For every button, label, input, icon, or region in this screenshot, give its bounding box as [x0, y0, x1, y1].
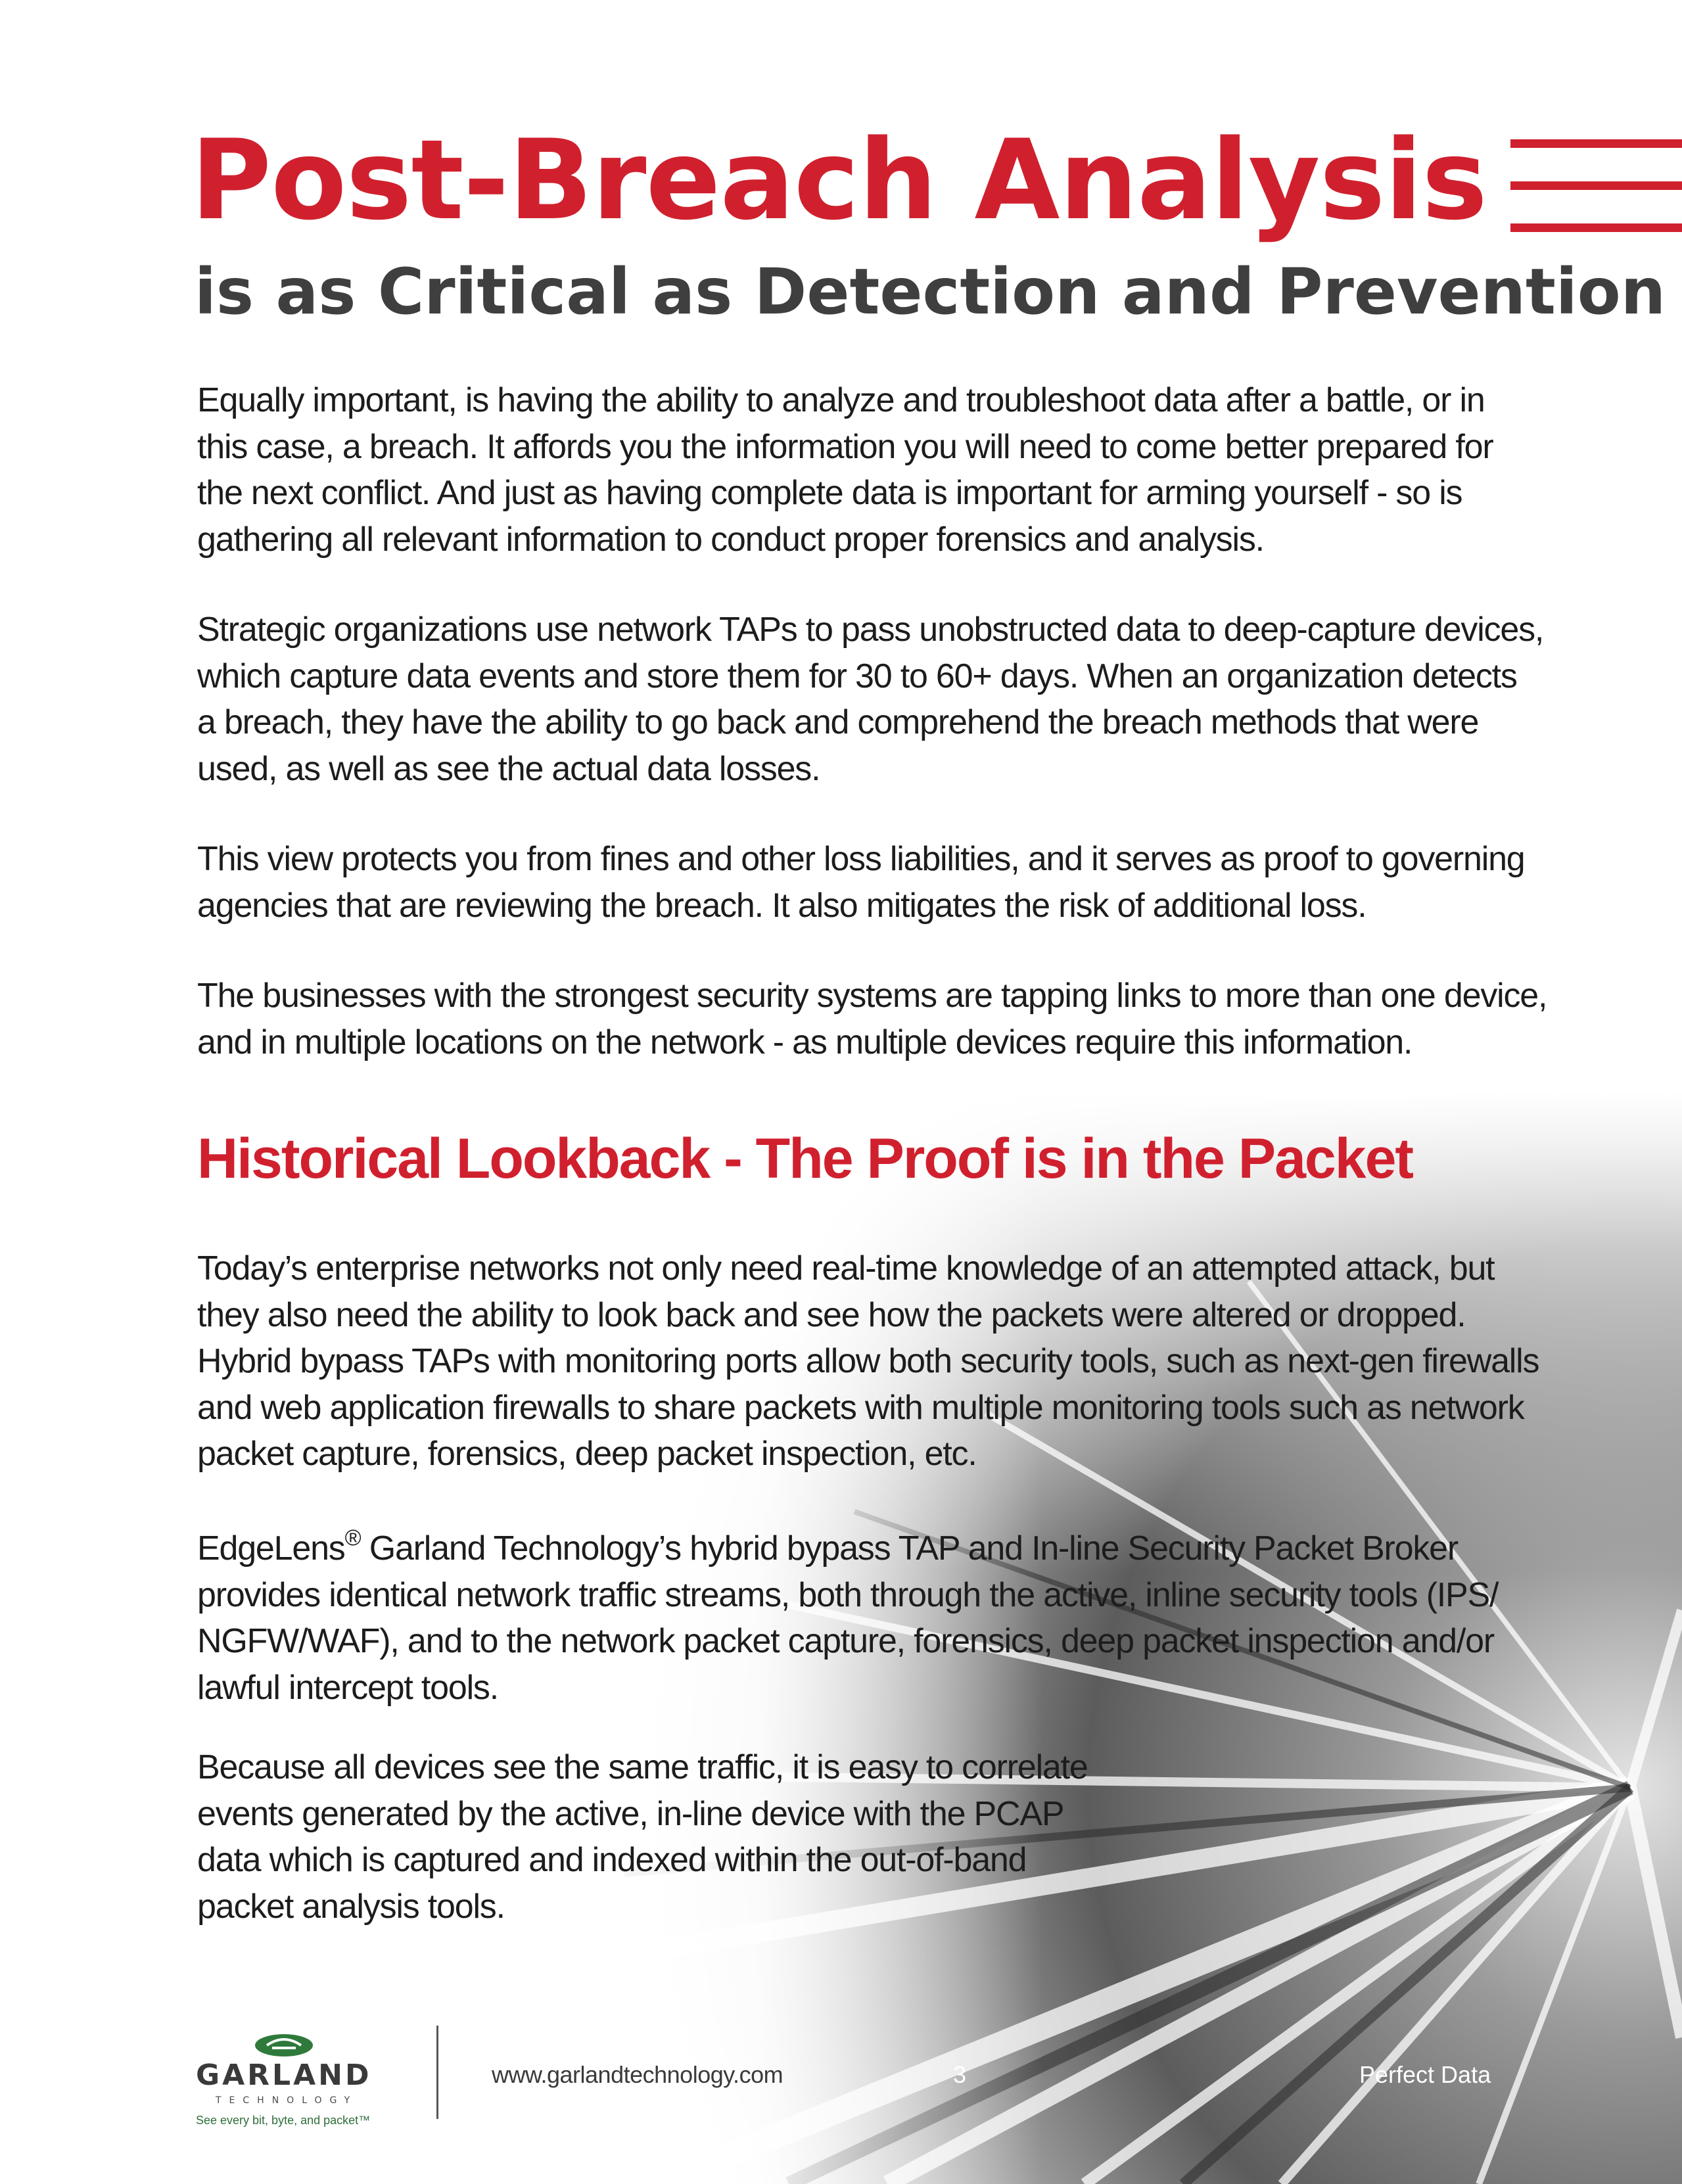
paragraph-first-line: EdgeLens® Garland Technology’s hybrid bypass TAP and In-line Security Packet Broker: [197, 1525, 1459, 1568]
paragraph-intro-2: Strategic organizations use network TAPs to pass unobstructed data to deep-capture devices, which capture data events and store them for 30 to 60+ days. When an organization detects a breach, they have the ability to go back and comprehend the breach methods that were used, as well as see the actual data losses.: [197, 611, 1544, 788]
page-subtitle: is as Critical as Detection and Prevention: [195, 255, 1666, 329]
page-number: 3: [953, 2061, 967, 2088]
section-heading: Historical Lookback - The Proof is in the Packet: [197, 1127, 1413, 1190]
paragraph-section-2: EdgeLens® Garland Technology’s hybrid bypass TAP and In-line Security Packet Broker provides identical network traffic streams, both through the active, inline security tools (IPS/ NGFW/WAF), and to the network packet capture, forensics, deep packet inspection and/or lawful intercept tools.: [197, 1525, 1512, 1711]
registered-mark: ®: [344, 1525, 361, 1550]
footer-brand-text: Perfect Data: [1359, 2061, 1491, 2088]
title-decoration-bars: [1510, 139, 1682, 231]
paragraph-intro-3: This view protects you from fines and other loss liabilities, and it serves as proof to governing agencies that are reviewing the breach. It also mitigates the risk of additional loss.: [197, 840, 1525, 925]
paragraph-intro-4: The businesses with the strongest security systems are tapping links to more than one device, and in multiple locations on the network - as multiple devices require this information.: [197, 977, 1547, 1061]
paragraph-section-1: Today’s enterprise networks not only need real-time knowledge of an attempted attack, but they also need the ability to look back and see how the packets were altered or dropped. Hybrid bypass TAPs with monitoring ports allow both security tools, such as next-gen firewalls and web application firewalls to share packets with multiple monitoring tools such as network packet capture, forensics, deep packet inspection, etc.: [197, 1249, 1539, 1473]
logo-tagline: See every bit, byte, and packet™: [196, 2114, 371, 2127]
logo-subtitle: TECHNOLOGY: [216, 2095, 358, 2106]
paragraph-intro-1: Equally important, is having the ability to analyze and troubleshoot data after a battle, or in this case, a breach. It affords you the information you will need to come better prepared for the next conflict. And just as having complete data is important for arming yourself - so is gathering all relevant information to conduct proper forensics and analysis.: [197, 381, 1493, 559]
garland-logo-mark-icon: [252, 2032, 315, 2058]
page-title: Post-Breach Analysis: [191, 116, 1487, 244]
footer-website-link[interactable]: www.garlandtechnology.com: [492, 2061, 783, 2088]
footer-divider: [436, 2026, 438, 2119]
paragraph-section-3: Because all devices see the same traffic, it is easy to correlate events generated by the active, in-line device with the PCAP data which is captured and indexed within the out-of-band packet analysis tools.: [197, 1748, 1088, 1926]
logo-wordmark: GARLAND: [196, 2058, 372, 2092]
